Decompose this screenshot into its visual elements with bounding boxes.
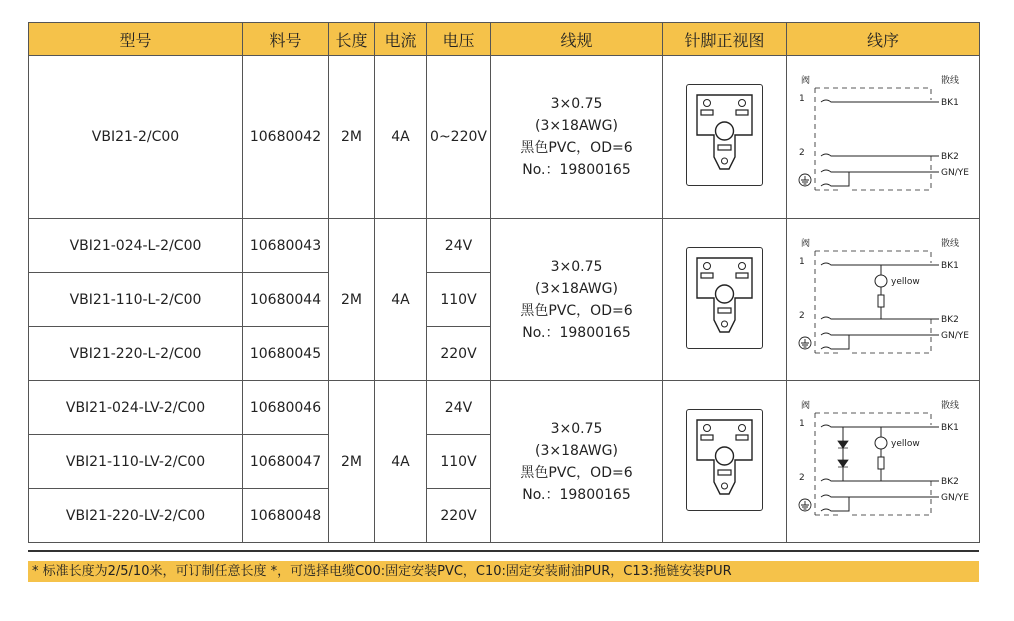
cable-awg: (3×18AWG) xyxy=(535,442,618,459)
table-row xyxy=(29,219,980,273)
header-wiring: 线序 xyxy=(787,23,980,56)
voltage-cell: 220V xyxy=(427,489,491,543)
length-cell: 2M xyxy=(329,219,375,381)
svg-text:2: 2 xyxy=(798,472,805,483)
loose-label: 散线 xyxy=(940,400,959,411)
spec-table xyxy=(28,22,980,543)
pin-view-cell xyxy=(663,381,787,543)
svg-text:BK2: BK2 xyxy=(940,314,959,325)
model-cell: VBI21-2/C00 xyxy=(29,56,243,219)
voltage-cell: 220V xyxy=(427,327,491,381)
svg-text:GN/YE: GN/YE xyxy=(940,330,969,341)
svg-text:yellow: yellow xyxy=(890,276,920,287)
wiring-diagram xyxy=(791,72,976,202)
svg-text:BK2: BK2 xyxy=(940,476,959,487)
svg-text:2: 2 xyxy=(798,148,805,158)
pin-view-cell xyxy=(663,219,787,381)
header-length: 长度 xyxy=(329,23,375,56)
cable-size: 3×0.75 xyxy=(550,96,603,112)
part-no-cell: 10680045 xyxy=(243,327,329,381)
diode-icon xyxy=(838,441,848,448)
connector-face-icon xyxy=(686,247,763,349)
svg-text:yellow: yellow xyxy=(890,438,920,449)
svg-text:BK1: BK1 xyxy=(940,260,959,271)
cable-spec-cell xyxy=(491,219,663,381)
part-no-cell: 10680048 xyxy=(243,489,329,543)
cable-awg: (3×18AWG) xyxy=(535,280,618,297)
header-model: 型号 xyxy=(29,23,243,56)
table-row xyxy=(29,56,980,219)
cable-material: 黑色PVC，OD=6 xyxy=(520,464,633,481)
table-row xyxy=(29,381,980,435)
cable-material: 黑色PVC，OD=6 xyxy=(520,302,633,319)
header-part-no: 料号 xyxy=(243,23,329,56)
voltage-cell: 24V xyxy=(427,381,491,435)
header-voltage: 电压 xyxy=(427,23,491,56)
model-cell: VBI21-110-LV-2/C00 xyxy=(29,435,243,489)
model-cell: VBI21-024-LV-2/C00 xyxy=(29,381,243,435)
ground-icon xyxy=(799,499,811,511)
part-no-cell: 10680044 xyxy=(243,273,329,327)
model-cell: VBI21-024-L-2/C00 xyxy=(29,219,243,273)
model-cell: VBI21-220-L-2/C00 xyxy=(29,327,243,381)
wiring-diagram-led xyxy=(791,235,976,365)
loose-label: 散线 xyxy=(940,238,959,249)
model-cell: VBI21-220-LV-2/C00 xyxy=(29,489,243,543)
cable-material: 黑色PVC，OD=6 xyxy=(520,140,633,156)
voltage-cell: 24V xyxy=(427,219,491,273)
cable-number: No.：19800165 xyxy=(522,324,631,341)
cable-number: No.：19800165 xyxy=(522,162,631,178)
wiring-diagram-led-varistor xyxy=(791,397,976,527)
wiring-cell xyxy=(787,219,980,381)
voltage-cell: 0~220V xyxy=(427,56,491,219)
connector-face-icon xyxy=(686,409,763,511)
ground-icon xyxy=(799,337,811,349)
svg-text:GN/YE: GN/YE xyxy=(940,168,969,178)
part-no-cell: 10680043 xyxy=(243,219,329,273)
connector-face-icon xyxy=(686,84,763,186)
diode-icon xyxy=(838,460,848,467)
svg-text:1: 1 xyxy=(798,418,805,429)
length-cell: 2M xyxy=(329,56,375,219)
voltage-cell: 110V xyxy=(427,273,491,327)
current-cell: 4A xyxy=(375,381,427,543)
svg-text:2: 2 xyxy=(798,310,805,321)
model-cell: VBI21-110-L-2/C00 xyxy=(29,273,243,327)
svg-text:1: 1 xyxy=(798,256,805,267)
svg-text:BK1: BK1 xyxy=(940,98,959,108)
footnote: * 标准长度为2/5/10米，可订制任意长度 *，可选择电缆C00:固定安装PVC，C10:固定安装耐油PUR，C13:拖链安装PUR xyxy=(28,561,979,582)
valve-label: 阀 xyxy=(800,400,810,411)
cable-size: 3×0.75 xyxy=(550,420,603,437)
current-cell: 4A xyxy=(375,56,427,219)
part-no-cell: 10680047 xyxy=(243,435,329,489)
header-current: 电流 xyxy=(375,23,427,56)
valve-label: 阀 xyxy=(800,238,810,249)
header-cable: 线规 xyxy=(491,23,663,56)
cable-spec-cell xyxy=(491,381,663,543)
voltage-cell: 110V xyxy=(427,435,491,489)
svg-text:GN/YE: GN/YE xyxy=(940,492,969,503)
part-no-cell: 10680046 xyxy=(243,381,329,435)
svg-text:1: 1 xyxy=(798,94,805,104)
resistor-icon xyxy=(878,457,884,469)
cable-number: No.：19800165 xyxy=(522,486,631,503)
led-icon xyxy=(875,275,887,287)
valve-label: 阀 xyxy=(800,76,810,86)
cable-size: 3×0.75 xyxy=(550,258,603,275)
svg-text:BK2: BK2 xyxy=(940,152,959,162)
ground-icon xyxy=(799,174,811,186)
length-cell: 2M xyxy=(329,381,375,543)
loose-label: 散线 xyxy=(940,76,959,86)
wiring-cell xyxy=(787,381,980,543)
current-cell: 4A xyxy=(375,219,427,381)
wiring-cell xyxy=(787,56,980,219)
resistor-icon xyxy=(878,295,884,307)
cable-awg: (3×18AWG) xyxy=(535,118,618,134)
cable-spec-cell xyxy=(491,56,663,219)
header-pin-view: 针脚正视图 xyxy=(663,23,787,56)
part-no-cell: 10680042 xyxy=(243,56,329,219)
svg-text:BK1: BK1 xyxy=(940,422,959,433)
pin-view-cell xyxy=(663,56,787,219)
led-icon xyxy=(875,437,887,449)
table-bottom-rule xyxy=(28,550,979,552)
header-row xyxy=(29,23,980,56)
